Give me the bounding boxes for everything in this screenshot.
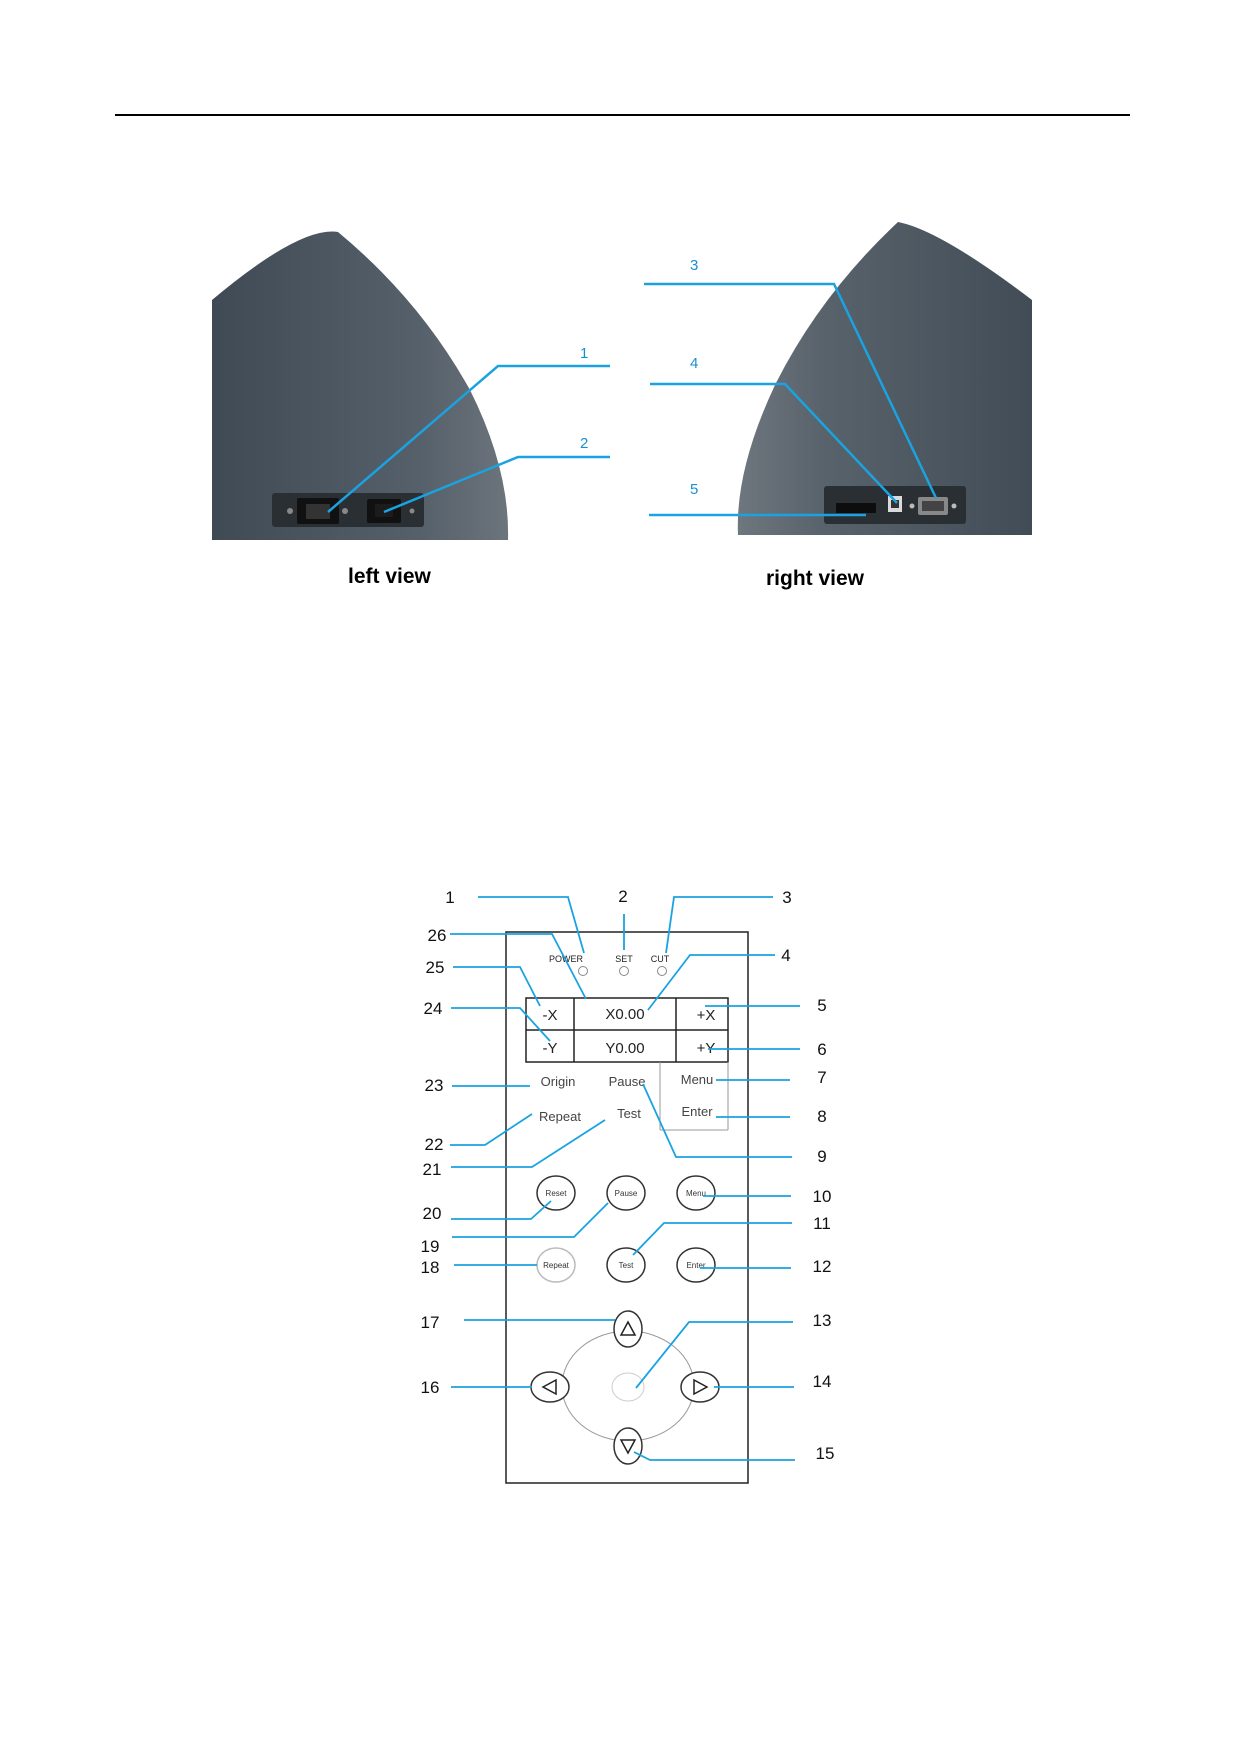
callout-13: 13 <box>812 1311 832 1330</box>
reset-button-label: Reset <box>545 1189 567 1198</box>
callout-1: 1 <box>445 888 455 907</box>
callout-26: 26 <box>427 926 447 945</box>
callout-22: 22 <box>424 1135 444 1154</box>
callout-8: 8 <box>817 1107 827 1126</box>
display-origin: Origin <box>540 1074 576 1089</box>
callout-23: 23 <box>424 1076 444 1095</box>
callout-25: 25 <box>425 958 445 977</box>
callout-7: 7 <box>817 1068 827 1087</box>
side-views-figure <box>0 0 1240 640</box>
callout-9: 9 <box>817 1147 827 1166</box>
pause-button-label: Pause <box>614 1189 638 1198</box>
callout-15: 15 <box>815 1444 835 1463</box>
callout-17: 17 <box>420 1313 440 1332</box>
left-view-caption: left view <box>348 565 431 588</box>
right-callout-4: 4 <box>690 355 699 372</box>
callout-16: 16 <box>420 1378 440 1397</box>
repeat-button-label: Repeat <box>543 1261 569 1270</box>
display-plus-x: +X <box>696 1007 716 1024</box>
callout-3: 3 <box>782 888 792 907</box>
display-enter: Enter <box>681 1104 713 1119</box>
display-menu: Menu <box>680 1072 714 1087</box>
right-view-caption: right view <box>766 567 865 590</box>
test-button-label: Test <box>618 1261 634 1270</box>
display-y-value: Y0.00 <box>605 1040 645 1057</box>
down-arrow-button[interactable] <box>614 1428 642 1464</box>
right-arrow-button[interactable] <box>681 1372 719 1402</box>
led-label-cut: CUT <box>650 954 670 964</box>
display-plus-y: +Y <box>696 1040 716 1057</box>
callout-4: 4 <box>781 946 791 965</box>
callout-10: 10 <box>812 1187 832 1206</box>
callout-6: 6 <box>817 1040 827 1059</box>
left-callout-2: 2 <box>580 435 589 452</box>
enter-button-label: Enter <box>686 1261 706 1270</box>
right-callout-3: 3 <box>690 257 699 274</box>
right-view-image <box>738 222 1032 535</box>
callout-2: 2 <box>618 887 628 906</box>
callout-18: 18 <box>420 1258 440 1277</box>
left-view-image <box>212 232 508 540</box>
callout-24: 24 <box>423 999 443 1018</box>
left-arrow-button[interactable] <box>531 1372 569 1402</box>
callout-20: 20 <box>422 1204 442 1223</box>
callout-5: 5 <box>817 996 827 1015</box>
left-callout-1: 1 <box>580 345 589 362</box>
callout-21: 21 <box>422 1160 442 1179</box>
callout-12: 12 <box>812 1257 832 1276</box>
display-minus-x: -X <box>542 1007 558 1024</box>
menu-button-label: Menu <box>685 1189 707 1198</box>
led-label-set: SET <box>615 954 633 964</box>
display-minus-y: -Y <box>542 1040 558 1057</box>
callout-14: 14 <box>812 1372 832 1391</box>
up-arrow-button[interactable] <box>614 1311 642 1347</box>
control-panel-figure <box>0 860 1240 1500</box>
center-button[interactable] <box>612 1373 644 1401</box>
display-repeat: Repeat <box>539 1109 581 1124</box>
callout-19: 19 <box>420 1237 440 1256</box>
display-pause: Pause <box>608 1074 646 1089</box>
display-x-value: X0.00 <box>605 1006 645 1023</box>
display-test: Test <box>617 1106 641 1121</box>
callout-11: 11 <box>813 1214 831 1233</box>
led-label-power: POWER <box>548 954 584 964</box>
right-callout-5: 5 <box>690 481 699 498</box>
